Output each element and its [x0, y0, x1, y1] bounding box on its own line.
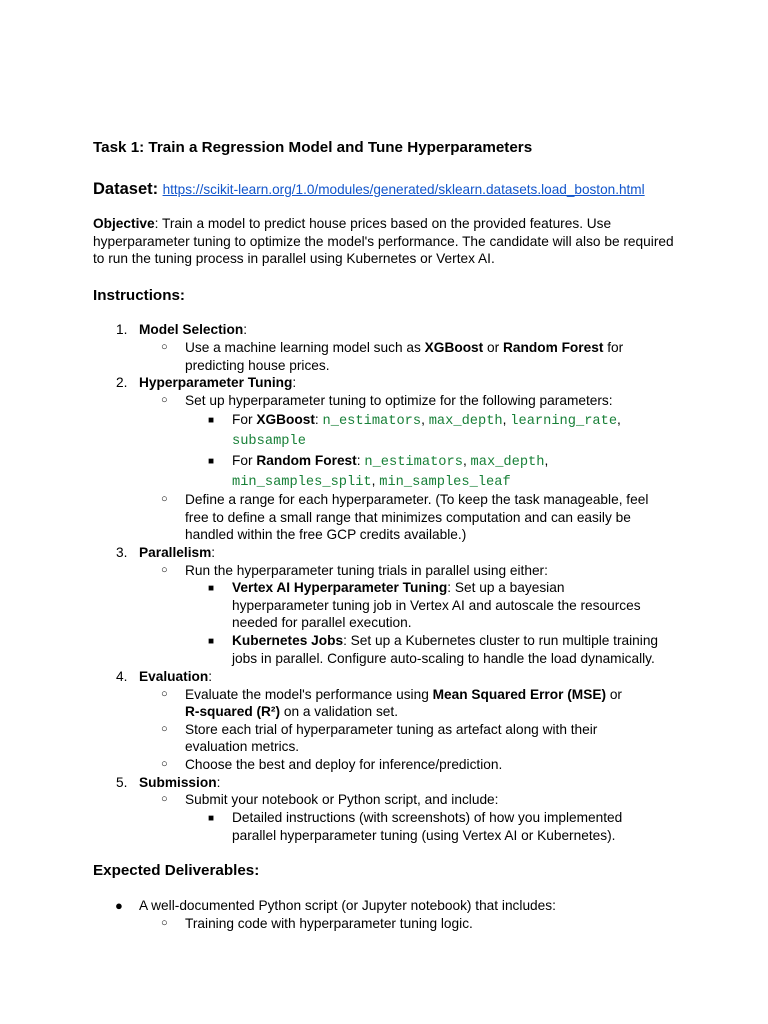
dataset-line	[93, 180, 645, 199]
list-item: Choose the best and deploy for inference/prediction.	[185, 757, 503, 772]
parallelism-title: Parallelism	[139, 545, 212, 560]
r-squared-bold: R-squared (R²)	[185, 704, 281, 719]
text: : Set up a Kubernetes cluster to run multiple training	[343, 633, 659, 648]
list-item	[232, 632, 658, 650]
list-item: Training code with hyperparameter tuning logic.	[185, 916, 473, 931]
colon: :	[292, 375, 297, 390]
list-item-title	[139, 374, 296, 392]
bullet-icon: ●	[115, 898, 123, 913]
text: For	[232, 453, 257, 468]
list-item: Store each trial of hyperparameter tuning as artefact along with their	[185, 722, 598, 737]
list-number: 1.	[116, 322, 128, 337]
param-code: n_estimators	[364, 455, 463, 470]
square-bullet-icon: ■	[208, 813, 215, 824]
circle-bullet-icon: ○	[161, 564, 168, 576]
param-code: max_depth	[470, 455, 545, 470]
dataset-label: Dataset:	[93, 180, 159, 198]
list-item: Run the hyperparameter tuning trials in parallel using either:	[185, 563, 548, 578]
list-item-continuation	[232, 431, 306, 451]
list-item-continuation: free to define a small range that minimizes computation and can easily be	[185, 510, 631, 525]
list-item	[232, 579, 564, 597]
text: Use a machine learning model such as	[185, 340, 425, 355]
list-item-title	[139, 544, 215, 562]
circle-bullet-icon: ○	[161, 394, 168, 406]
param-code: subsample	[232, 434, 306, 449]
colon: :	[243, 322, 248, 337]
circle-bullet-icon: ○	[161, 793, 168, 805]
random-forest-bold: Random Forest	[256, 453, 357, 468]
square-bullet-icon: ■	[208, 415, 215, 426]
param-code: min_samples_split	[232, 475, 372, 490]
list-item: Set up hyperparameter tuning to optimize for the following parameters:	[185, 393, 613, 408]
task-title: Task 1: Train a Regression Model and Tune Hyperparameters	[93, 139, 533, 156]
list-number: 5.	[116, 775, 128, 790]
colon: :	[356, 453, 361, 468]
list-item	[185, 686, 622, 704]
circle-bullet-icon: ○	[161, 723, 168, 735]
circle-bullet-icon: ○	[161, 917, 168, 929]
vertex-ai-bold: Vertex AI Hyperparameter Tuning	[232, 580, 448, 595]
list-item-continuation: handled within the free GCP credits available.)	[185, 527, 467, 542]
list-item	[232, 411, 621, 431]
text: or	[606, 687, 622, 702]
objective-paragraph	[93, 215, 683, 268]
list-item-continuation: hyperparameter tuning job in Vertex AI and autoscale the resources	[232, 598, 641, 613]
list-item-continuation: predicting house prices.	[185, 358, 330, 373]
text: on a validation set.	[280, 704, 399, 719]
list-item-continuation	[232, 472, 511, 492]
list-item-title	[139, 668, 212, 686]
list-item	[232, 452, 548, 472]
param-code: min_samples_leaf	[379, 475, 511, 490]
list-item-continuation: needed for parallel execution.	[232, 615, 412, 630]
dataset-link[interactable]: https://scikit-learn.org/1.0/modules/generated/sklearn.datasets.load_boston.html	[162, 182, 645, 197]
comma: ,	[544, 453, 549, 468]
comma: ,	[462, 453, 471, 468]
mse-bold: Mean Squared Error (MSE)	[432, 687, 607, 702]
comma: ,	[421, 412, 429, 427]
comma: ,	[371, 473, 380, 488]
deliverables-heading: Expected Deliverables:	[93, 862, 260, 879]
text: or	[483, 340, 504, 355]
square-bullet-icon: ■	[208, 583, 215, 594]
random-forest-bold: Random Forest	[503, 340, 604, 355]
param-code: max_depth	[428, 414, 503, 429]
circle-bullet-icon: ○	[161, 758, 168, 770]
colon: :	[208, 669, 213, 684]
hyperparameter-tuning-title: Hyperparameter Tuning	[139, 375, 293, 390]
list-item-title	[139, 774, 220, 792]
colon: :	[216, 775, 221, 790]
square-bullet-icon: ■	[208, 636, 215, 647]
list-number: 3.	[116, 545, 128, 560]
circle-bullet-icon: ○	[161, 493, 168, 505]
colon: :	[314, 412, 319, 427]
colon: :	[211, 545, 216, 560]
list-item: Define a range for each hyperparameter. (To keep the task manageable, feel	[185, 492, 649, 507]
list-item	[185, 339, 623, 357]
text: : Set up a bayesian	[447, 580, 565, 595]
circle-bullet-icon: ○	[161, 688, 168, 700]
objective-label: Objective	[93, 216, 155, 231]
objective-text: : Train a model to predict house prices based on the provided features. Use hyperparameter tuning to optimize the model's performance. The candidate will also be required to run the tuning process in parallel using Kubernetes or Vertex AI.	[93, 216, 674, 267]
list-item: Submit your notebook or Python script, and include:	[185, 792, 499, 807]
list-item-continuation: jobs in parallel. Configure auto-scaling to handle the load dynamically.	[232, 651, 655, 666]
list-item-continuation: parallel hyperparameter tuning (using Vertex AI or Kubernetes).	[232, 828, 616, 843]
param-code: learning_rate	[510, 414, 618, 429]
list-number: 2.	[116, 375, 128, 390]
comma: ,	[617, 412, 621, 427]
xgboost-bold: XGBoost	[424, 340, 484, 355]
param-code: n_estimators	[322, 414, 422, 429]
kubernetes-jobs-bold: Kubernetes Jobs	[232, 633, 344, 648]
list-item-continuation: evaluation metrics.	[185, 739, 300, 754]
xgboost-bold: XGBoost	[256, 412, 315, 427]
circle-bullet-icon: ○	[161, 341, 168, 353]
text: Evaluate the model's performance using	[185, 687, 433, 702]
comma: ,	[502, 412, 511, 427]
instructions-heading: Instructions:	[93, 287, 185, 304]
list-item: Detailed instructions (with screenshots) of how you implemented	[232, 810, 623, 825]
text: For	[232, 412, 257, 427]
list-item-continuation	[185, 703, 398, 721]
list-item: A well-documented Python script (or Jupyter notebook) that includes:	[139, 898, 556, 913]
text: for	[603, 340, 624, 355]
submission-title: Submission	[139, 775, 217, 790]
square-bullet-icon: ■	[208, 456, 215, 467]
model-selection-title: Model Selection	[139, 322, 244, 337]
evaluation-title: Evaluation	[139, 669, 209, 684]
list-number: 4.	[116, 669, 128, 684]
list-item-title	[139, 321, 247, 339]
